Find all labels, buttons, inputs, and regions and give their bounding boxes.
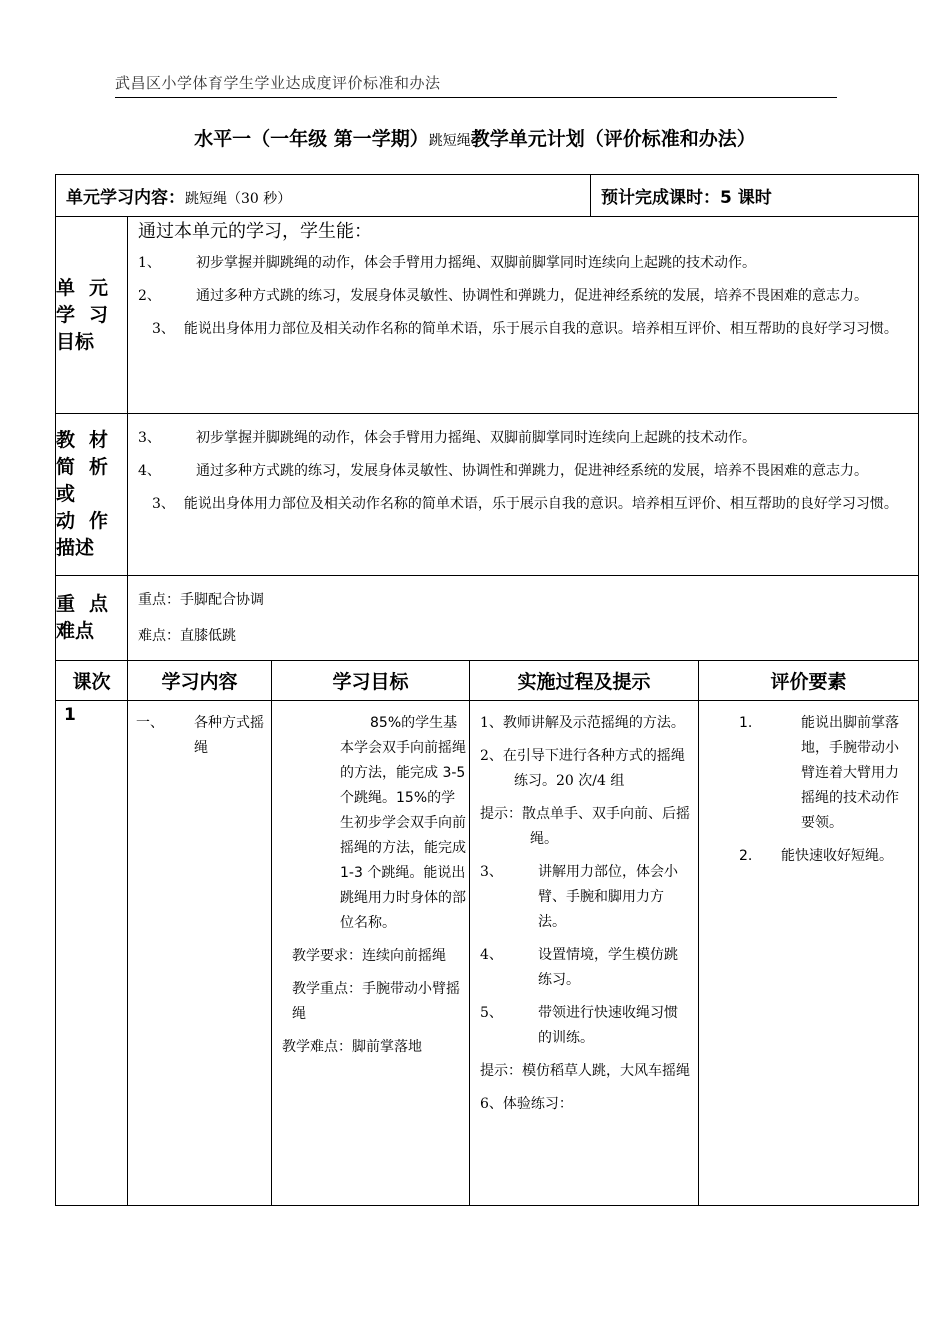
lesson-content-num: 一、 (136, 715, 164, 731)
lesson-eval-cell (699, 701, 919, 1206)
unit-content-label: 单元学习内容： (66, 188, 185, 208)
keypoints-row (56, 576, 919, 661)
goal-item: 1、 初步掌握并脚跳绳的动作，体会手臂用力摇绳、双脚前脚掌同时连续向上起跳的技术动作。 (138, 255, 756, 271)
lesson-row (56, 701, 919, 1206)
process-step-4: 4、 设置情境，学生模仿跳练习。 (480, 947, 678, 988)
goals-side-label: 单 元 学 习 目标 (56, 217, 128, 414)
title-suffix: 教学单元计划（评价标准和办法） (470, 128, 756, 150)
lesson-process-cell (470, 701, 699, 1206)
analysis-content (128, 414, 919, 576)
process-step-6: 6、体验练习： (480, 1096, 573, 1112)
lesson-number-cell (56, 701, 128, 1206)
unit-plan-table (55, 174, 919, 1206)
process-step-5: 5、 带领进行快速收绳习惯的训练。 (480, 1005, 678, 1046)
process-step-3: 3、 讲解用力部位，体会小臂、手腕和脚用力方法。 (480, 864, 678, 930)
process-hint-2: 提示：模仿稻草人跳，大风车摇绳 (480, 1063, 690, 1079)
goal-item: 3、 能说出身体用力部位及相关动作名称的简单术语，乐于展示自我的意识。培养相互评价、相互帮助的良好学习习惯。 (152, 321, 898, 337)
key-point: 重点：手脚配合协调 (138, 592, 264, 608)
col-header-process: 实施过程及提示 (470, 661, 699, 701)
unit-hours-cell (591, 175, 919, 217)
unit-hours-label: 预计完成课时：5 课时 (601, 188, 772, 208)
analysis-item: 3、 能说出身体用力部位及相关动作名称的简单术语，乐于展示自我的意识。培养相互评价、相互帮助的良好学习习惯。 (152, 496, 898, 512)
keypoints-content (128, 576, 919, 661)
lesson-content-cell (128, 701, 272, 1206)
eval-item-1: 1. 能说出脚前掌落地，手腕带动小臂连着大臂用力摇绳的技术动作要领。 (739, 715, 900, 831)
unit-row (56, 175, 919, 217)
process-step-1: 1、教师讲解及示范摇绳的方法。 (480, 715, 685, 731)
lesson-goal-text: 85%的学生基本学会双手向前摇绳的方法，能完成 3-5 个跳绳。15%的学生初步学会双手向前摇绳的方法，能完成 1-3 个跳绳。能说出跳绳用力时身体的部位名称。 (340, 715, 466, 931)
col-header-lesson: 课次 (56, 661, 128, 701)
eval-item-2: 2. 能快速收好短绳。 (739, 848, 894, 864)
lesson-number: 1 (64, 705, 76, 725)
process-hint-1: 提示：散点单手、双手向前、后摇绳。 (480, 806, 690, 847)
keypoints-side-label: 重 点 难点 (56, 576, 128, 661)
goal-item: 2、 通过多种方式跳的练习，发展身体灵敏性、协调性和弹跳力，促进神经系统的发展，培养不畏困难的意志力。 (138, 288, 868, 304)
title-prefix: 水平一（一年级 第一学期） (194, 128, 429, 150)
unit-content-cell (56, 175, 591, 217)
lesson-content-text: 各种方式摇绳 (194, 715, 264, 756)
lesson-focus: 教学重点：手腕带动小臂摇绳 (292, 981, 460, 1022)
col-header-goal: 学习目标 (272, 661, 470, 701)
lesson-requirement: 教学要求：连续向前摇绳 (292, 948, 446, 964)
goals-content (128, 217, 919, 414)
lesson-header-row (56, 661, 919, 701)
lesson-difficulty: 教学难点：脚前掌落地 (282, 1039, 422, 1055)
col-header-content: 学习内容 (128, 661, 272, 701)
header-org-line: 武昌区小学体育学生学业达成度评价标准和办法 (115, 72, 837, 98)
lesson-goal-cell (272, 701, 470, 1206)
goals-row (56, 217, 919, 414)
analysis-row (56, 414, 919, 576)
difficulty-point: 难点：直膝低跳 (138, 628, 236, 644)
analysis-item: 3、 初步掌握并脚跳绳的动作，体会手臂用力摇绳、双脚前脚掌同时连续向上起跳的技术动作。 (138, 430, 756, 446)
goals-intro: 通过本单元的学习，学生能： (138, 221, 372, 242)
col-header-eval: 评价要素 (699, 661, 919, 701)
analysis-side-label: 教 材 简 析 或 动 作 描述 (56, 414, 128, 576)
unit-content-value: 跳短绳（30 秒） (185, 191, 292, 207)
analysis-item: 4、 通过多种方式跳的练习，发展身体灵敏性、协调性和弹跳力，促进神经系统的发展，培养不畏困难的意志力。 (138, 463, 868, 479)
title-small: 跳短绳 (428, 133, 471, 149)
process-step-2: 2、在引导下进行各种方式的摇绳练习。20 次/4 组 (480, 748, 685, 789)
document-title (0, 124, 950, 151)
